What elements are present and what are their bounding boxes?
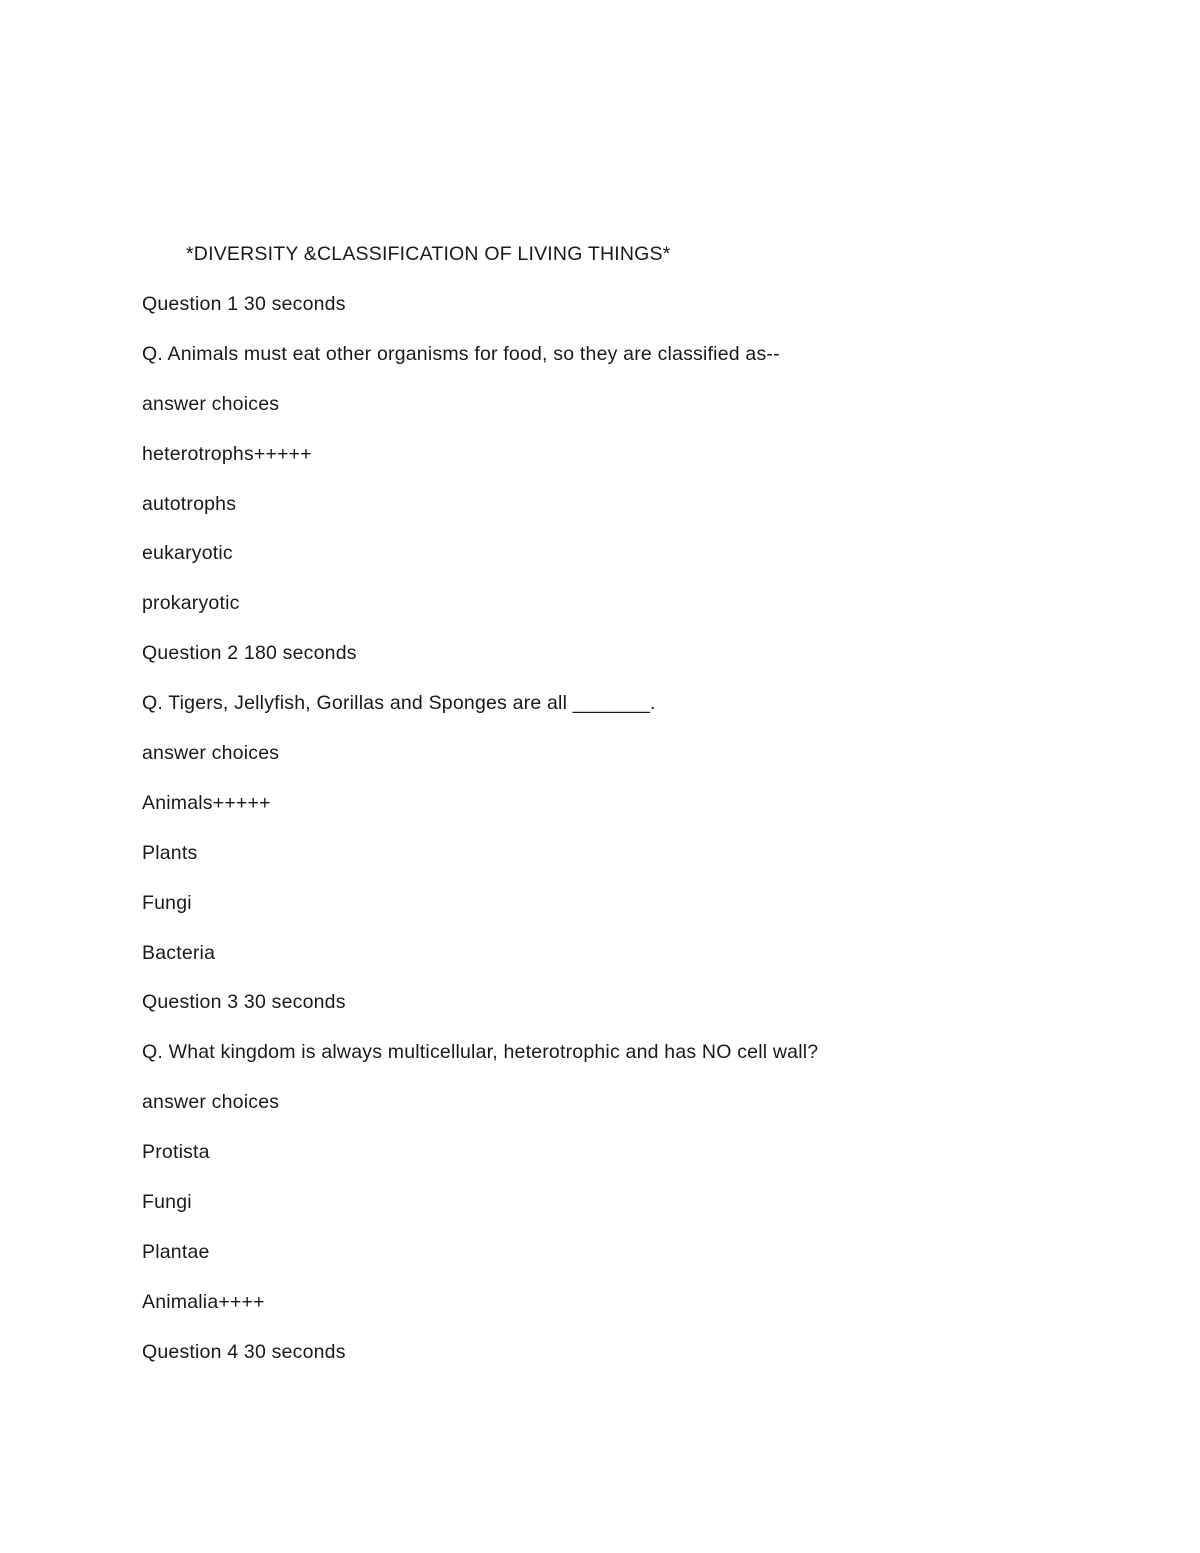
- question-1-choice-3: eukaryotic: [142, 542, 233, 565]
- question-2-header: Question 2 180 seconds: [142, 642, 357, 665]
- question-4-header: Question 4 30 seconds: [142, 1340, 346, 1363]
- question-2-choice-2: Plants: [142, 841, 198, 864]
- question-2-choice-4: Bacteria: [142, 941, 216, 964]
- question-1-answer-label: answer choices: [142, 392, 280, 415]
- question-3-choice-1: Protista: [142, 1141, 210, 1164]
- question-1-choice-1: heterotrophs+++++: [142, 442, 312, 465]
- question-1-text: Q. Animals must eat other organisms for food, so they are classified as--: [142, 342, 780, 365]
- question-2-choice-3: Fungi: [142, 891, 192, 914]
- document-title: *DIVERSITY &CLASSIFICATION OF LIVING THINGS*: [186, 243, 671, 265]
- question-3-choice-2: Fungi: [142, 1191, 192, 1214]
- question-2-choice-1: Animals+++++: [142, 791, 271, 814]
- question-3-answer-label: answer choices: [142, 1091, 280, 1114]
- question-2-answer-label: answer choices: [142, 742, 280, 765]
- question-3-header: Question 3 30 seconds: [142, 991, 346, 1014]
- question-2-text: Q. Tigers, Jellyfish, Gorillas and Sponges are all _______.: [142, 692, 656, 715]
- question-3-choice-4: Animalia++++: [142, 1290, 265, 1313]
- question-3-choice-3: Plantae: [142, 1240, 210, 1263]
- question-1-choice-2: autotrophs: [142, 492, 237, 515]
- question-3-text: Q. What kingdom is always multicellular, heterotrophic and has NO cell wall?: [142, 1041, 819, 1064]
- question-1-choice-4: prokaryotic: [142, 592, 240, 615]
- document-body: [142, 291, 818, 1389]
- question-1-header: Question 1 30 seconds: [142, 293, 346, 315]
